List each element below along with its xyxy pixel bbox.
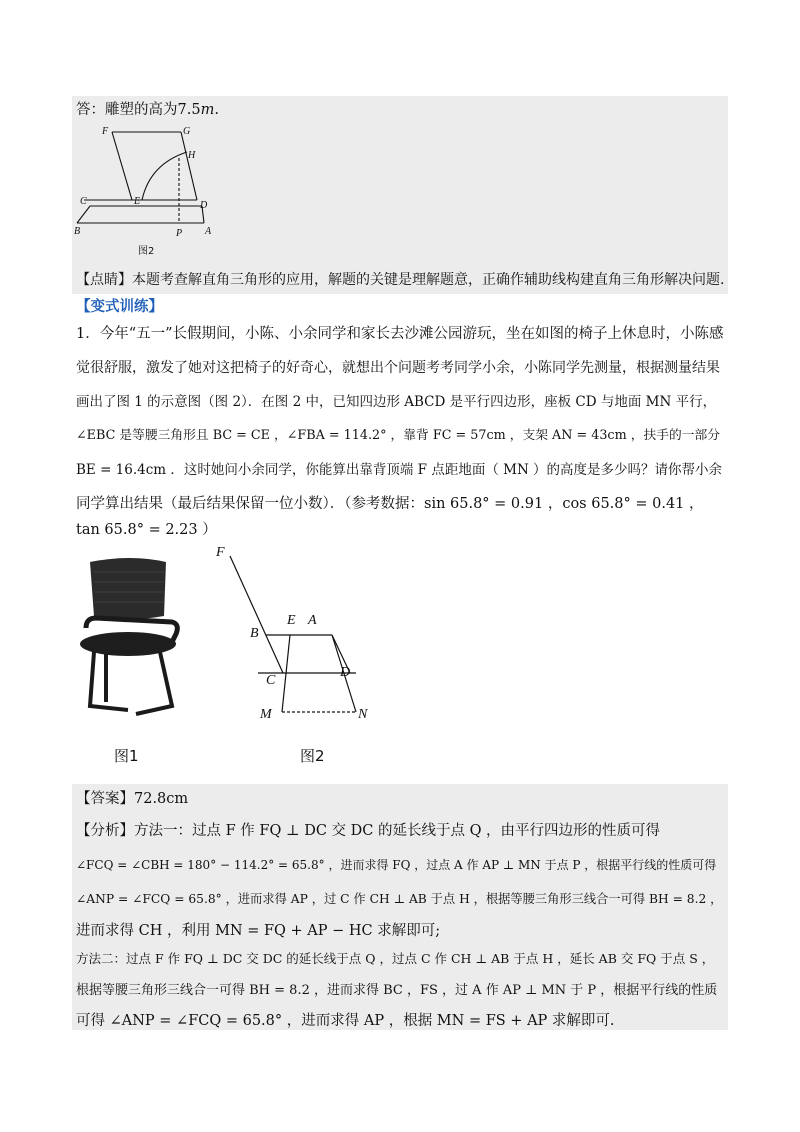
comment-tag: 【点睛】: [76, 272, 132, 288]
top-answer-line: [76, 101, 219, 119]
label-B-top: B: [74, 226, 81, 237]
problem-line-3: 画出了图 1 的示意图（图 2）．在图 2 中，已知四边形 ABCD 是平行四边形，座板 CD 与地面 MN 平行，: [76, 394, 717, 410]
arc-eh: [142, 152, 187, 200]
gd-line: [181, 132, 197, 200]
figure1-caption: 图1: [114, 747, 139, 765]
answer-line: [76, 790, 188, 808]
label-B: B: [250, 626, 259, 641]
top-answer-text: 答：雕塑的高为7.5: [76, 102, 201, 118]
problem-line-6: 同学算出结果（最后结果保留一位小数）．（参考数据：sin 65.8° = 0.91 ，cos 65.8° = 0.41 ，: [76, 496, 704, 512]
label-H-top: H: [188, 150, 196, 161]
figure2-diagram: [210, 540, 380, 730]
analysis-line-4: 进而求得 CH ，利用 MN = FQ + AP − HC 求解即可;: [76, 923, 441, 939]
label-F-top: F: [102, 126, 109, 137]
figure2-caption: 图2: [300, 747, 325, 765]
comment-line: [76, 271, 724, 289]
analysis-line-1: 【分析】方法一：过点 F 作 FQ ⊥ DC 交 DC 的延长线于点 Q ，由平行四边形的性质可得: [76, 823, 661, 839]
problem-line-4: ∠EBC 是等腰三角形且 BC = CE ，∠FBA = 114.2° ，靠背 FC = 57cm ，支架 AN = 43cm ，扶手的一部分: [76, 428, 720, 443]
top-answer-tail: .: [214, 102, 219, 118]
label-A-top: A: [205, 226, 212, 237]
left-edge: [77, 206, 90, 223]
label-E-top: E: [134, 196, 141, 207]
label-A: A: [308, 613, 317, 628]
answer-value: 72.8cm: [134, 791, 189, 807]
problem-line-2: 觉很舒服，激发了她对这把椅子的好奇心，就想出个问题考考同学小余，小陈同学先测量，根据测量结果: [76, 360, 720, 376]
analysis-line-5: 方法二：过点 F 作 FQ ⊥ DC 交 DC 的延长线于点 Q ，过点 C 作 CH ⊥ AB 于点 H ，延长 AB 交 FQ 于点 S ，: [76, 951, 715, 966]
analysis-line-2: ∠FCQ = ∠CBH = 180° − 114.2° = 65.8° ，进而求得 FQ ，过点 A 作 AP ⊥ MN 于点 P ，根据平行线的性质可得: [76, 858, 717, 872]
problem-line-1: 1．今年“五一”长假期间，小陈、小余同学和家长去沙滩公园游玩，坐在如图的椅子上休息时，小陈感: [76, 326, 724, 342]
label-N: N: [358, 707, 368, 722]
label-F: F: [216, 545, 225, 560]
label-G-top: G: [183, 126, 191, 137]
analysis-line-3: ∠ANP = ∠FCQ = 65.8° ，进而求得 AP ，过 C 作 CH ⊥ AB 于点 H ，根据等腰三角形三线合一可得 BH = 8.2 ，: [76, 892, 723, 906]
fe-line: [112, 132, 132, 200]
label-C-top: C: [80, 196, 87, 207]
figure1-chair-image: [76, 556, 186, 726]
problem-line-7: tan 65.8° = 2.23 ）: [76, 522, 217, 538]
label-C: C: [266, 673, 276, 688]
practice-title: 【变式训练】: [76, 298, 163, 315]
fc-line: [230, 556, 283, 673]
label-D: D: [340, 665, 351, 680]
label-E: E: [287, 613, 296, 628]
problem-line-5: BE = 16.4cm ．这时她问小余同学，你能算出靠背顶端 F 点距地面（ MN ）的高度是多少吗？请你帮小余: [76, 462, 723, 478]
top-answer-unit: m: [200, 102, 215, 118]
analysis-line-7: 可得 ∠ANP = ∠FCQ = 65.8° ，进而求得 AP ，根据 MN = FS + AP 求解即可.: [76, 1013, 615, 1029]
label-P-top: P: [176, 228, 183, 239]
chair-legs: [90, 652, 172, 714]
label-D-top: D: [200, 200, 208, 211]
figure-top-statue: [72, 122, 218, 260]
figure-top-caption: 图2: [138, 246, 155, 257]
analysis-line-6: 根据等腰三角形三线合一可得 BH = 8.2 ，进而求得 BC ，FS ，过 A 作 AP ⊥ MN 于 P ，根据平行线的性质: [76, 983, 718, 998]
comment-text: 本题考查解直角三角形的应用，解题的关键是理解题意，正确作辅助线构建直角三角形解决问题.: [132, 272, 725, 288]
answer-tag: 【答案】: [76, 791, 134, 807]
label-M: M: [260, 707, 272, 722]
chair-back: [90, 558, 166, 619]
